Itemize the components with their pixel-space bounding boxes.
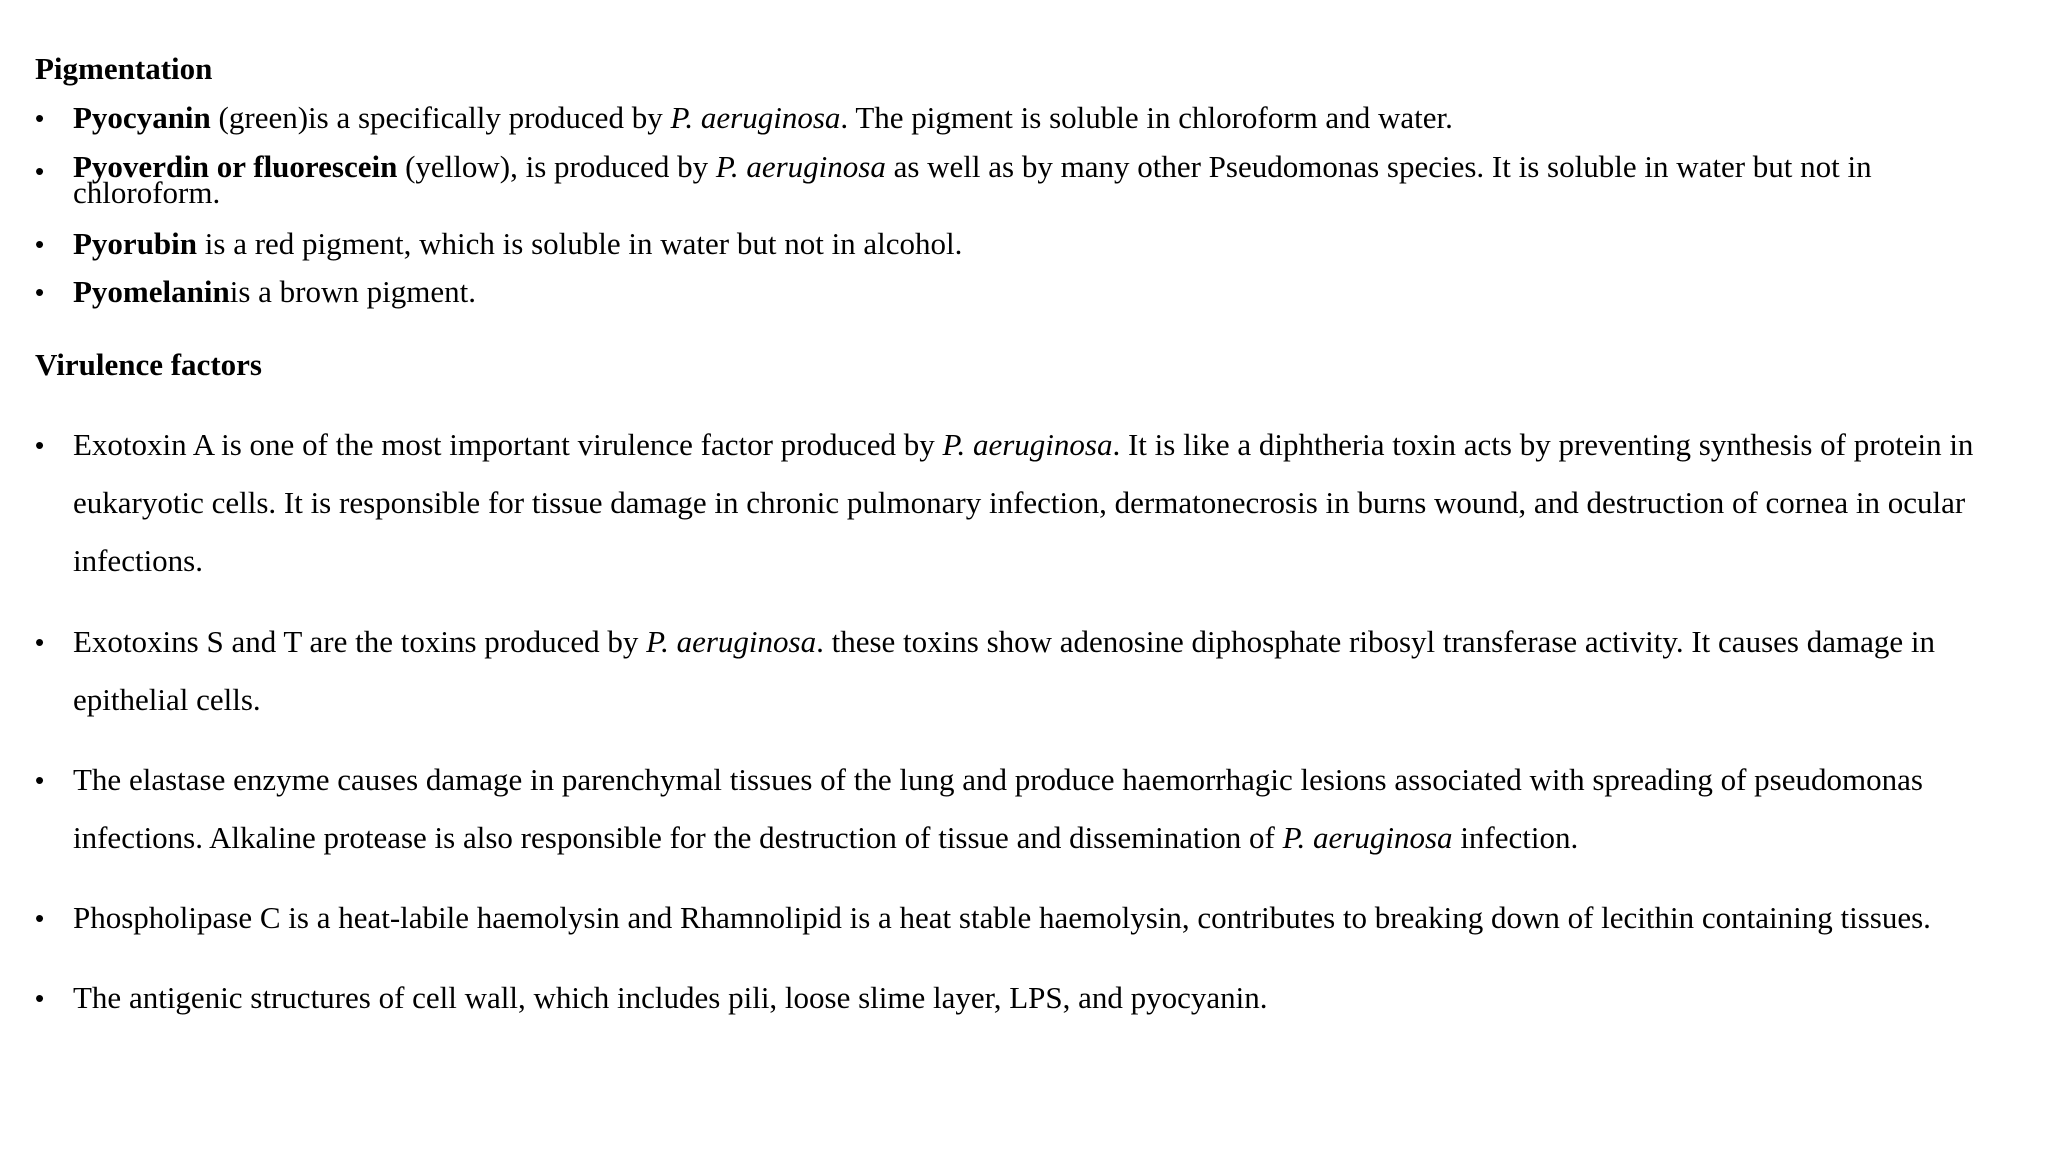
virulence-item-text: Phospholipase C is a heat-labile haemolysin and Rhamnolipid is a heat stable haemolysin, contributes to breaking down of lecithin containing tissues. <box>73 900 1931 935</box>
pigment-item-pyocyanin <box>35 101 2025 135</box>
bullet-icon: • <box>35 765 45 795</box>
bullet-icon: • <box>35 156 45 186</box>
virulence-item-elastase <box>35 751 2025 867</box>
virulence-item-text: Exotoxins S and T are the toxins produced by P. aeruginosa. these toxins show adenosine diphosphate ribosyl transferase activity. It causes damage in epithelial cells. <box>73 624 1935 717</box>
virulence-item-text: Exotoxin A is one of the most important virulence factor produced by P. aeruginosa. It is like a diphtheria toxin acts by preventing synthesis of protein in eukaryotic cells. It is responsible for tissue damage in chronic pulmonary infection, dermatonecrosis in burns wound, and destruction of cornea in ocular infections. <box>73 427 1974 578</box>
bullet-icon: • <box>35 277 45 307</box>
pigment-item-pyomelanin <box>35 275 2025 309</box>
pigmentation-heading: Pigmentation <box>35 51 213 86</box>
virulence-item-text: The antigenic structures of cell wall, which includes pili, loose slime layer, LPS, and pyocyanin. <box>73 980 1268 1015</box>
bullet-icon: • <box>35 983 45 1013</box>
bullet-icon: • <box>35 903 45 933</box>
pigment-item-pyorubin <box>35 227 2025 261</box>
pigment-item-text: Pyoverdin or fluorescein (yellow), is produced by P. aeruginosa as well as by many other Pseudomonas species. It is soluble in water but not in chloroform. <box>73 149 1872 210</box>
virulence-item-text: The elastase enzyme causes damage in parenchymal tissues of the lung and produce haemorrhagic lesions associated with spreading of pseudomonas infections. Alkaline protease is also responsible for the destruction of tissue and dissemination of P. aeruginosa infection. <box>73 762 1923 855</box>
pigment-item-text: Pyocyanin (green)is a specifically produced by P. aeruginosa. The pigment is soluble in chloroform and water. <box>73 100 1453 135</box>
pigment-item-text: Pyomelaninis a brown pigment. <box>73 274 476 309</box>
bullet-icon: • <box>35 103 45 133</box>
pigment-item-pyoverdin <box>35 149 2025 210</box>
slide-content <box>35 0 2025 1152</box>
bullet-icon: • <box>35 430 45 460</box>
virulence-item-antigenic-structures <box>35 969 2025 1027</box>
virulence-heading: Virulence factors <box>35 347 262 382</box>
bullet-icon: • <box>35 229 45 259</box>
virulence-item-exotoxins-s-t <box>35 613 2025 729</box>
pigment-item-text: Pyorubin is a red pigment, which is soluble in water but not in alcohol. <box>73 226 963 261</box>
virulence-item-phospholipase <box>35 889 2025 947</box>
bullet-icon: • <box>35 627 45 657</box>
virulence-item-exotoxin-a <box>35 416 2025 590</box>
